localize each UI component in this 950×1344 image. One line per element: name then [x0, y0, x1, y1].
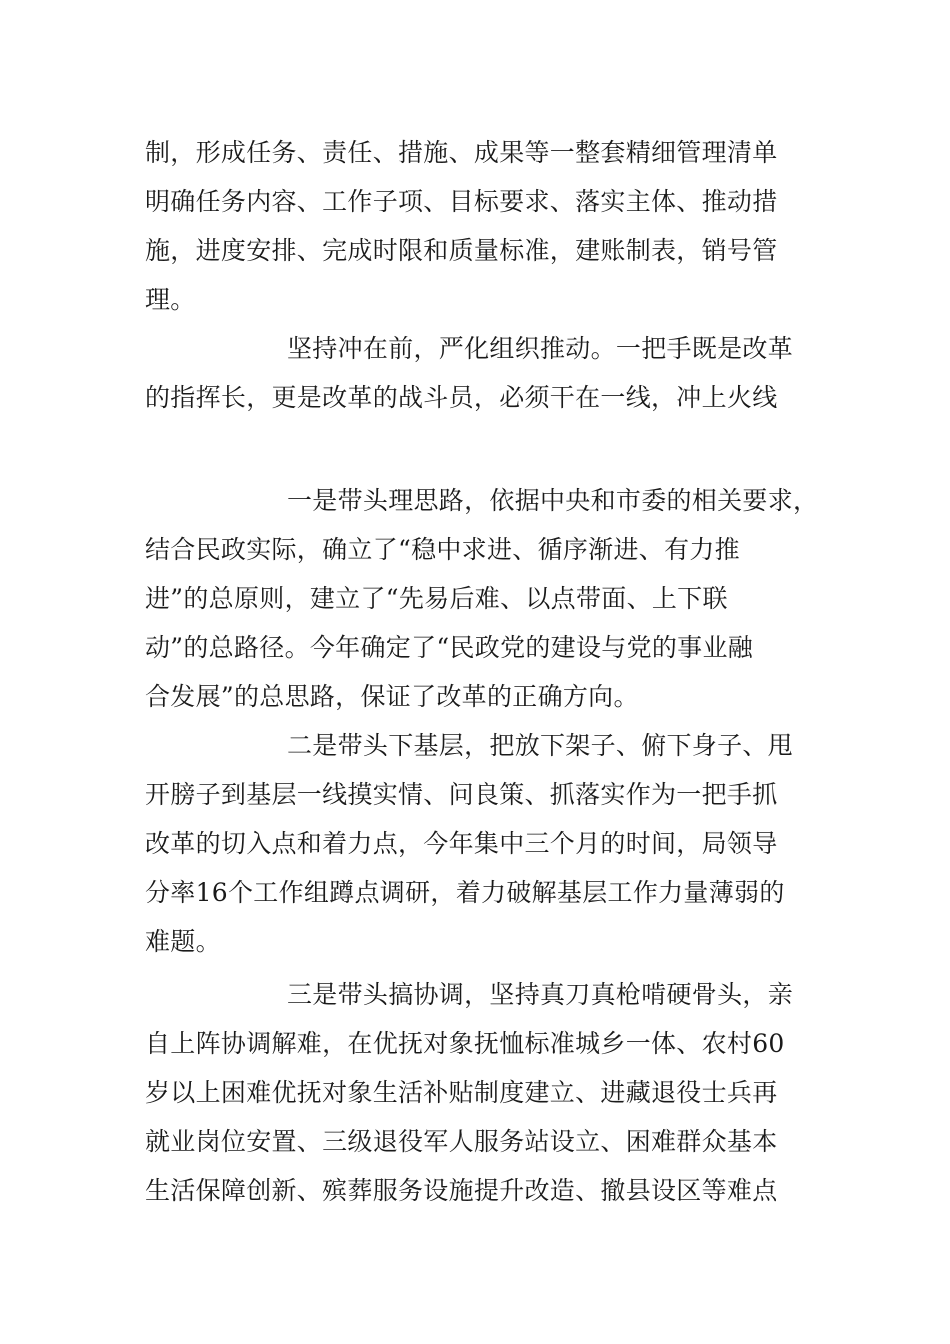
text-line: 合发展”的总思路，保证了改革的正确方向。	[145, 682, 639, 711]
text-line: 难题。	[145, 927, 221, 956]
text-line: 分率16个工作组蹲点调研，着力破解基层工作力量薄弱的	[145, 878, 785, 907]
text-line: 动”的总路径。今年确定了“民政党的建设与党的事业融	[145, 633, 754, 662]
text-line: 的指挥长，更是改革的战斗员，必须干在一线，冲上火线	[145, 383, 778, 412]
text-line: 改革的切入点和着力点，今年集中三个月的时间，局领导	[145, 829, 778, 858]
text-line: 结合民政实际，确立了“稳中求进、循序渐进、有力推	[145, 535, 740, 564]
paragraph-first-line: 一是带头理思路，依据中央和市委的相关要求，	[287, 486, 819, 515]
text-line: 理。	[145, 285, 196, 314]
text-line: 明确任务内容、工作子项、目标要求、落实主体、推动措	[145, 187, 778, 216]
text-line: 进”的总原则，建立了“先易后难、以点带面、上下联	[145, 584, 728, 613]
paragraph-heading-line: 坚持冲在前，严化组织推动。一把手既是改革	[287, 334, 794, 363]
paragraph-first-line: 三是带头搞协调，坚持真刀真枪啃硬骨头，亲	[287, 980, 794, 1009]
text-line: 开膀子到基层一线摸实情、问良策、抓落实作为一把手抓	[145, 780, 778, 809]
paragraph-first-line: 二是带头下基层，把放下架子、俯下身子、甩	[287, 731, 794, 760]
text-line: 自上阵协调解难，在优抚对象抚恤标准城乡一体、农村60	[145, 1029, 785, 1058]
text-line: 就业岗位安置、三级退役军人服务站设立、困难群众基本	[145, 1127, 778, 1156]
text-line: 生活保障创新、殡葬服务设施提升改造、撤县设区等难点	[145, 1176, 778, 1205]
text-line: 施，进度安排、完成时限和质量标准，建账制表，销号管	[145, 236, 778, 265]
text-line: 岁以上困难优抚对象生活补贴制度建立、进藏退役士兵再	[145, 1078, 778, 1107]
text-line: 制，形成任务、责任、措施、成果等一整套精细管理清单	[145, 138, 778, 167]
